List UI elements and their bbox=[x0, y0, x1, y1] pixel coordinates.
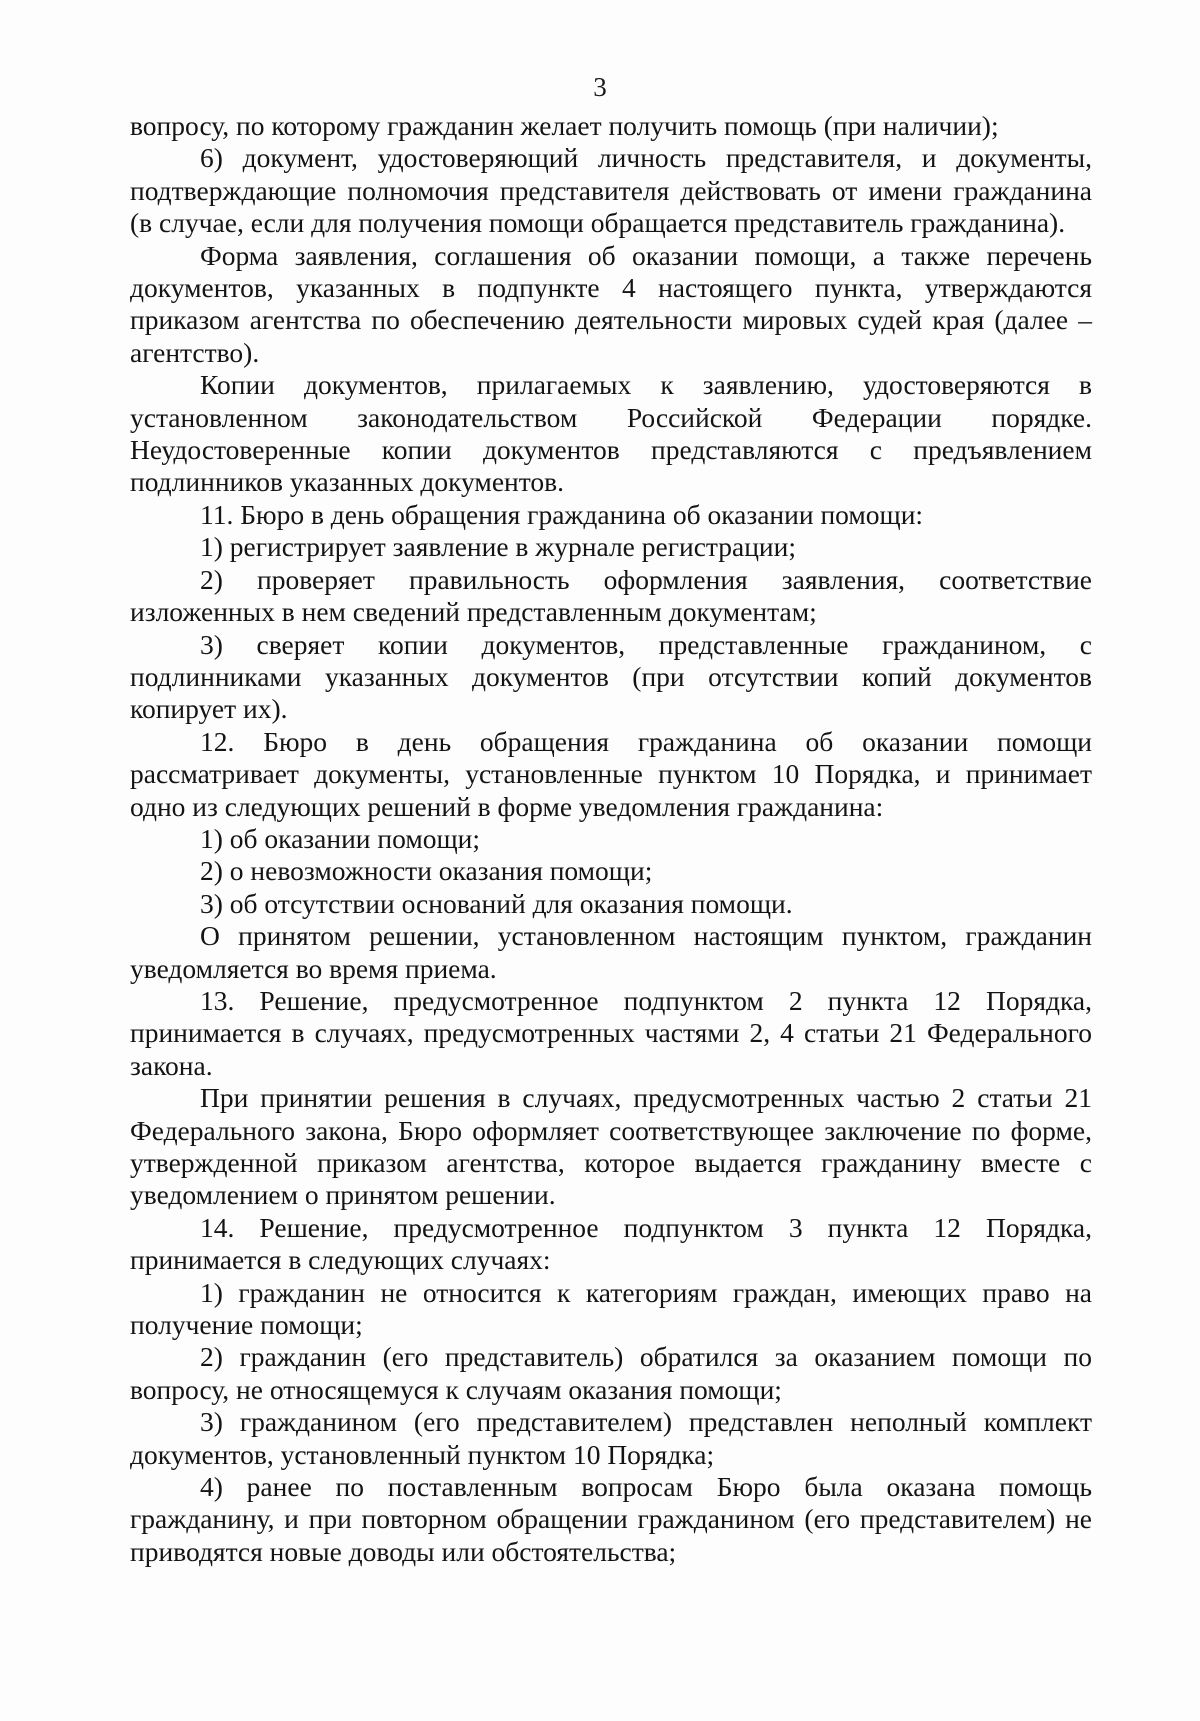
paragraph-clause-14-item-3: 3) гражданином (его представителем) представлен неполный комплект документов, установленный пунктом 10 Порядка; bbox=[130, 1406, 1092, 1470]
paragraph-form-statement: Форма заявления, соглашения об оказании помощи, а также перечень документов, указанных в подпункте 4 настоящего пункта, утверждаются приказом агентства по обеспечению деятельности мировых судей края (далее – агентство). bbox=[130, 239, 1092, 368]
paragraph-clause-11: 11. Бюро в день обращения гражданина об оказании помощи: bbox=[200, 498, 924, 530]
paragraph-clause-13: 13. Решение, предусмотренное подпунктом 2 пункта 12 Порядка, принимается в случаях, предусмотренных частями 2, 4 статьи 21 Федерального закона. bbox=[130, 984, 1092, 1081]
paragraph-clause-14-item-2: 2) гражданин (его представитель) обратился за оказанием помощи по вопросу, не относящемуся к случаям оказания помощи; bbox=[130, 1341, 1092, 1405]
paragraph-clause-12: 12. Бюро в день обращения гражданина об оказании помощи рассматривает документы, установленные пунктом 10 Порядка, и принимает одно из следующих решений в форме уведомления гражданина: bbox=[130, 725, 1092, 822]
paragraph-clause-14: 14. Решение, предусмотренное подпунктом 3 пункта 12 Порядка, принимается в следующих случаях: bbox=[130, 1211, 1092, 1276]
paragraph-decision-notice: О принятом решении, установленном настоящим пунктом, гражданин уведомляется во время приема. bbox=[130, 920, 1092, 984]
paragraph-item-6: 6) документ, удостоверяющий личность представителя, и документы, подтверждающие полномочия представителя действовать от имени гражданина (в случае, если для получения помощи обращается представитель гражданина). bbox=[130, 142, 1092, 239]
paragraph-continuation: вопросу, по которому гражданин желает получить помощь (при наличии); bbox=[130, 110, 999, 141]
paragraph-clause-14-item-1: 1) гражданин не относится к категориям граждан, имеющих право на получение помощи; bbox=[130, 1276, 1092, 1341]
paragraph-clause-14-item-4: 4) ранее по поставленным вопросам Бюро была оказана помощь гражданину, и при повторном обращении гражданином (его представителем) не приводятся новые доводы или обстоятельства; bbox=[130, 1471, 1092, 1567]
paragraph-clause-11-item-1: 1) регистрирует заявление в журнале регистрации; bbox=[200, 531, 797, 563]
paragraph-clause-11-item-3: 3) сверяет копии документов, представленные гражданином, с подлинниками указанных документов (при отсутствии копий документов копирует их). bbox=[130, 628, 1092, 725]
paragraph-clause-12-item-2: 2) о невозможности оказания помощи; bbox=[200, 855, 653, 887]
document-body bbox=[130, 110, 1092, 1568]
paragraph-clause-11-item-2: 2) проверяет правильность оформления заявления, соответствие изложенных в нем сведений представленным документам; bbox=[130, 563, 1092, 628]
page-number: 3 bbox=[593, 72, 607, 102]
paragraph-clause-13-conclusion: При принятии решения в случаях, предусмотренных частью 2 статьи 21 Федерального закона, Бюро оформляет соответствующее заключение по форме, утвержденной приказом агентства, которое выдается гражданину вместе с уведомлением о принятом решении. bbox=[130, 1082, 1092, 1211]
paragraph-clause-12-item-1: 1) об оказании помощи; bbox=[200, 822, 481, 854]
paragraph-clause-12-item-3: 3) об отсутствии оснований для оказания помощи. bbox=[200, 887, 793, 919]
paragraph-document-copies: Копии документов, прилагаемых к заявлению, удостоверяются в установленном законодательством Российской Федерации порядке. Неудостоверенные копии документов представляются с предъявлением подлинников указанных документов. bbox=[130, 369, 1092, 498]
